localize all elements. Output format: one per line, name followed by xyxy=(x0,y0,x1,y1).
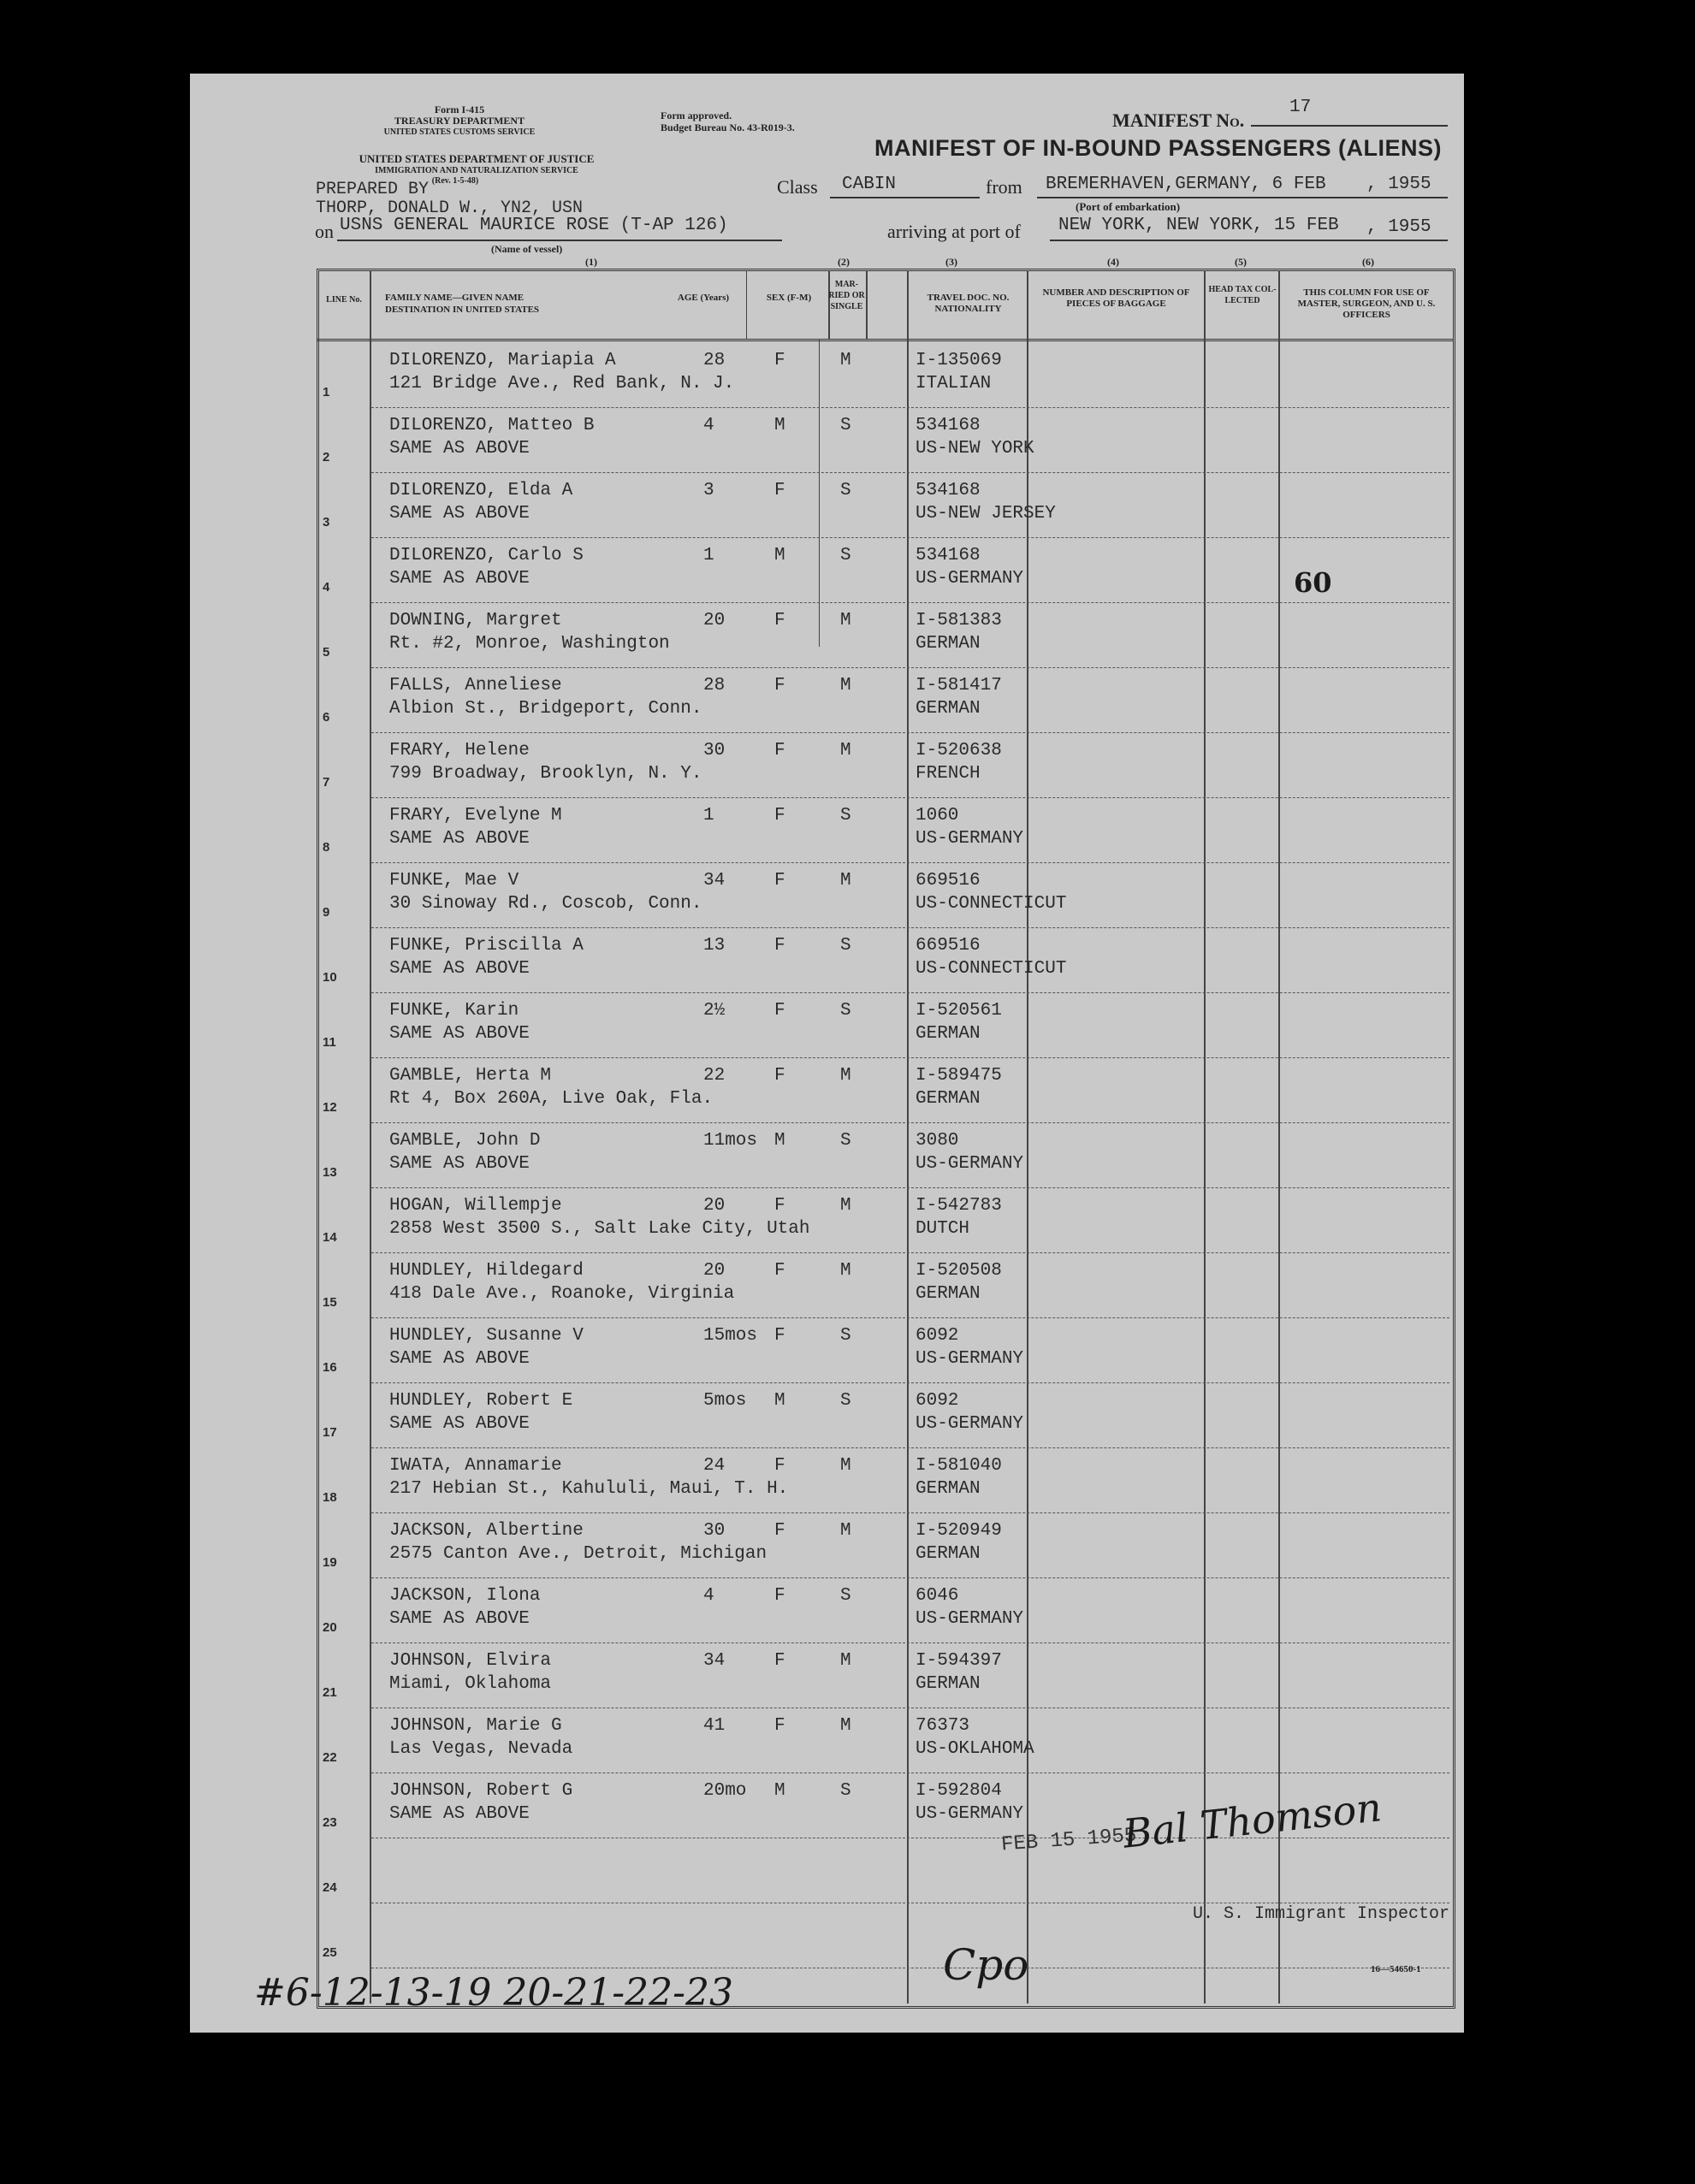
line-number: 18 xyxy=(323,1490,337,1505)
nationality: GERMAN xyxy=(916,1479,981,1499)
marital-status: S xyxy=(840,1326,851,1346)
table-row xyxy=(190,1189,1464,1254)
line-number: 23 xyxy=(323,1815,337,1830)
marital-status: M xyxy=(840,1261,851,1281)
passenger-name: GAMBLE, Herta M xyxy=(389,1066,552,1086)
marital-status: S xyxy=(840,936,851,956)
table-row xyxy=(190,1449,1464,1514)
passenger-name: FRARY, Helene xyxy=(389,741,530,761)
passenger-destination: 799 Broadway, Brooklyn, N. Y. xyxy=(389,764,702,784)
passenger-destination: SAME AS ABOVE xyxy=(389,959,530,979)
passenger-destination: SAME AS ABOVE xyxy=(389,504,530,524)
marital-status: M xyxy=(840,676,851,695)
nationality: US-GERMANY xyxy=(916,1154,1024,1174)
line-number: 9 xyxy=(323,905,330,920)
passenger-destination: 30 Sinoway Rd., Coscob, Conn. xyxy=(389,894,702,914)
nationality: US-GERMANY xyxy=(916,569,1024,589)
table-row xyxy=(190,1384,1464,1449)
passenger-destination: Rt. #2, Monroe, Washington xyxy=(389,634,670,654)
table-row xyxy=(190,1254,1464,1319)
budget-bureau: Budget Bureau No. 43-R019-3. xyxy=(661,121,795,133)
table-row xyxy=(190,1579,1464,1644)
passenger-age: 20mo xyxy=(703,1781,747,1801)
travel-doc-number: 6092 xyxy=(916,1391,959,1411)
from-label: from xyxy=(986,176,1022,198)
travel-doc-number: 669516 xyxy=(916,871,981,891)
passenger-age: 28 xyxy=(703,676,726,695)
travel-doc-number: 669516 xyxy=(916,936,981,956)
passenger-sex: M xyxy=(774,1131,785,1151)
col-line-no: LINE No. xyxy=(326,295,362,305)
marital-status: M xyxy=(840,1066,851,1086)
marital-status: S xyxy=(840,1131,851,1151)
nationality: GERMAN xyxy=(916,634,981,654)
marital-status: S xyxy=(840,1781,851,1801)
line-number: 8 xyxy=(323,840,330,855)
passenger-age: 20 xyxy=(703,1196,726,1216)
passenger-name: HUNDLEY, Hildegard xyxy=(389,1261,584,1281)
nationality: US-OKLAHOMA xyxy=(916,1739,1034,1759)
table-row xyxy=(190,864,1464,929)
nationality: US-CONNECTICUT xyxy=(916,894,1067,914)
arrival-port: NEW YORK, NEW YORK, 15 FEB xyxy=(1058,216,1339,235)
line-number: 14 xyxy=(323,1230,337,1245)
passenger-age: 28 xyxy=(703,351,726,370)
nationality: US-NEW JERSEY xyxy=(916,504,1056,524)
passenger-destination: SAME AS ABOVE xyxy=(389,569,530,589)
passenger-name: FUNKE, Karin xyxy=(389,1001,519,1021)
form-approved: Form approved. xyxy=(661,109,732,121)
passenger-name: FALLS, Anneliese xyxy=(389,676,562,695)
passenger-destination: Miami, Oklahoma xyxy=(389,1674,552,1694)
preparer-name: THORP, DONALD W., YN2, USN xyxy=(316,198,584,218)
from-year: , 1955 xyxy=(1366,175,1431,194)
line-number: 17 xyxy=(323,1425,337,1440)
nationality: GERMAN xyxy=(916,699,981,719)
travel-doc-number: 534168 xyxy=(916,481,981,500)
bottom-initials: Cpo xyxy=(943,1940,1029,1990)
nationality: GERMAN xyxy=(916,1544,981,1564)
table-row xyxy=(190,1319,1464,1384)
manifest-sheet xyxy=(190,74,1464,2033)
marital-status: M xyxy=(840,1456,851,1476)
passenger-sex: F xyxy=(774,741,785,761)
manifest-title: MANIFEST OF IN-BOUND PASSENGERS (ALIENS) xyxy=(874,135,1443,161)
passenger-name: HUNDLEY, Robert E xyxy=(389,1391,573,1411)
passenger-name: DILORENZO, Carlo S xyxy=(389,546,584,565)
passenger-age: 41 xyxy=(703,1716,726,1736)
passenger-destination: 121 Bridge Ave., Red Bank, N. J. xyxy=(389,374,735,394)
table-row xyxy=(190,474,1464,539)
passenger-destination: 217 Hebian St., Kahululi, Maui, T. H. xyxy=(389,1479,789,1499)
marital-status: M xyxy=(840,1521,851,1541)
travel-doc-number: I-520508 xyxy=(916,1261,1002,1281)
table-row xyxy=(190,539,1464,604)
customs-service: UNITED STATES CUSTOMS SERVICE xyxy=(383,127,536,137)
line-number: 19 xyxy=(323,1555,337,1570)
port-embarkation-caption: (Port of embarkation) xyxy=(1076,200,1181,213)
table-row xyxy=(190,1839,1464,1904)
table-row xyxy=(190,994,1464,1059)
line-number: 1 xyxy=(323,385,330,400)
nationality: US-GERMANY xyxy=(916,1414,1024,1434)
table-row xyxy=(190,1709,1464,1774)
table-row xyxy=(190,669,1464,734)
from-port: BREMERHAVEN,GERMANY, 6 FEB xyxy=(1046,175,1326,194)
justice-dept: UNITED STATES DEPARTMENT OF JUSTICE xyxy=(359,152,595,165)
passenger-name: JACKSON, Albertine xyxy=(389,1521,584,1541)
vessel-caption: (Name of vessel) xyxy=(491,243,563,255)
marital-status: S xyxy=(840,1001,851,1021)
marital-status: S xyxy=(840,806,851,826)
col-num-6: (6) xyxy=(1362,256,1374,268)
passenger-age: 3 xyxy=(703,481,714,500)
revision: (Rev. 1-5-48) xyxy=(431,176,479,186)
passenger-name: JOHNSON, Robert G xyxy=(389,1781,573,1801)
passenger-destination: 2575 Canton Ave., Detroit, Michigan xyxy=(389,1544,767,1564)
col-travel-doc: TRAVEL DOC. NO. NATIONALITY xyxy=(927,293,1010,314)
marital-status: S xyxy=(840,546,851,565)
col-num-3: (3) xyxy=(945,256,957,268)
travel-doc-number: I-581383 xyxy=(916,611,1002,630)
row4-mark: 60 xyxy=(1294,566,1332,599)
passenger-sex: F xyxy=(774,1651,785,1671)
marital-status: S xyxy=(840,416,851,435)
passenger-name: DOWNING, Margret xyxy=(389,611,562,630)
line-number: 15 xyxy=(323,1295,337,1310)
travel-doc-number: 6092 xyxy=(916,1326,959,1346)
arrival-year: , 1955 xyxy=(1366,217,1431,237)
passenger-age: 20 xyxy=(703,611,726,630)
passenger-age: 1 xyxy=(703,546,714,565)
passenger-age: 2½ xyxy=(703,1001,726,1021)
marital-status: M xyxy=(840,351,851,370)
travel-doc-number: 534168 xyxy=(916,546,981,565)
travel-doc-number: I-589475 xyxy=(916,1066,1002,1086)
manifest-label: MANIFEST No. xyxy=(1112,109,1245,131)
nationality: US-GERMANY xyxy=(916,1804,1024,1824)
col-num-2: (2) xyxy=(838,256,850,268)
line-number: 7 xyxy=(323,775,330,790)
table-row xyxy=(190,409,1464,474)
passenger-age: 5mos xyxy=(703,1391,747,1411)
passenger-sex: F xyxy=(774,936,785,956)
marital-status: M xyxy=(840,741,851,761)
passenger-age: 15mos xyxy=(703,1326,758,1346)
passenger-sex: F xyxy=(774,1521,785,1541)
passenger-destination: SAME AS ABOVE xyxy=(389,1024,530,1044)
col-sex: SEX (F-M) xyxy=(766,293,812,303)
passenger-sex: M xyxy=(774,546,785,565)
passenger-name: FRARY, Evelyne M xyxy=(389,806,562,826)
passenger-name: GAMBLE, John D xyxy=(389,1131,541,1151)
travel-doc-number: I-581417 xyxy=(916,676,1002,695)
vessel-name: USNS GENERAL MAURICE ROSE (T-AP 126) xyxy=(340,216,728,235)
passenger-destination: SAME AS ABOVE xyxy=(389,1609,530,1629)
travel-doc-number: I-581040 xyxy=(916,1456,1002,1476)
nationality: US-CONNECTICUT xyxy=(916,959,1067,979)
arriving-label: arriving at port of xyxy=(887,221,1021,242)
nationality: FRENCH xyxy=(916,764,981,784)
passenger-sex: F xyxy=(774,806,785,826)
date-stamp: FEB 15 1955 xyxy=(1000,1824,1138,1857)
marital-status: M xyxy=(840,1716,851,1736)
passenger-name: JACKSON, Ilona xyxy=(389,1586,541,1606)
passenger-sex: M xyxy=(774,1391,785,1411)
form-code: 16—54650-1 xyxy=(1371,1964,1421,1974)
nationality: US-GERMANY xyxy=(916,829,1024,849)
travel-doc-number: I-520949 xyxy=(916,1521,1002,1541)
passenger-age: 4 xyxy=(703,1586,714,1606)
table-row xyxy=(190,734,1464,799)
passenger-destination: SAME AS ABOVE xyxy=(389,1414,530,1434)
nationality: GERMAN xyxy=(916,1089,981,1109)
travel-doc-number: I-542783 xyxy=(916,1196,1002,1216)
inspector-label: U. S. Immigrant Inspector xyxy=(1193,1904,1450,1924)
nationality: US-GERMANY xyxy=(916,1349,1024,1369)
travel-doc-number: I-594397 xyxy=(916,1651,1002,1671)
line-number: 4 xyxy=(323,580,330,595)
passenger-sex: F xyxy=(774,1586,785,1606)
travel-doc-number: I-135069 xyxy=(916,351,1002,370)
line-number: 24 xyxy=(323,1880,337,1895)
travel-doc-number: 6046 xyxy=(916,1586,959,1606)
passenger-name: JOHNSON, Elvira xyxy=(389,1651,552,1671)
passenger-destination: SAME AS ABOVE xyxy=(389,1804,530,1824)
marital-status: M xyxy=(840,1651,851,1671)
line-number: 3 xyxy=(323,515,330,530)
marital-status: M xyxy=(840,1196,851,1216)
nationality: US-NEW YORK xyxy=(916,439,1034,459)
nationality: GERMAN xyxy=(916,1674,981,1694)
passenger-sex: M xyxy=(774,416,785,435)
passenger-destination: SAME AS ABOVE xyxy=(389,1349,530,1369)
passenger-destination: Las Vegas, Nevada xyxy=(389,1739,573,1759)
line-number: 6 xyxy=(323,710,330,725)
line-number: 12 xyxy=(323,1100,337,1115)
passenger-sex: F xyxy=(774,871,785,891)
travel-doc-number: 534168 xyxy=(916,416,981,435)
table-row xyxy=(190,1514,1464,1579)
table-row xyxy=(190,1644,1464,1709)
col-officers: THIS COLUMN FOR USE OF MASTER, SURGEON, AND U. S. OFFICERS xyxy=(1297,287,1436,320)
table-row xyxy=(190,929,1464,994)
passenger-name: JOHNSON, Marie G xyxy=(389,1716,562,1736)
passenger-destination: SAME AS ABOVE xyxy=(389,1154,530,1174)
passenger-sex: F xyxy=(774,481,785,500)
passenger-age: 34 xyxy=(703,871,726,891)
marital-status: S xyxy=(840,1586,851,1606)
passenger-sex: F xyxy=(774,611,785,630)
passenger-age: 30 xyxy=(703,741,726,761)
col-destination: DESTINATION IN UNITED STATES xyxy=(385,305,540,315)
passenger-sex: F xyxy=(774,1196,785,1216)
passenger-sex: M xyxy=(774,1781,785,1801)
on-label: on xyxy=(315,221,334,242)
line-number: 21 xyxy=(323,1685,337,1700)
passenger-name: IWATA, Annamarie xyxy=(389,1456,562,1476)
nationality: GERMAN xyxy=(916,1284,981,1304)
line-number: 2 xyxy=(323,450,330,465)
marital-status: M xyxy=(840,611,851,630)
travel-doc-number: 1060 xyxy=(916,806,959,826)
line-number: 22 xyxy=(323,1750,337,1765)
passenger-age: 22 xyxy=(703,1066,726,1086)
passenger-age: 34 xyxy=(703,1651,726,1671)
passenger-age: 30 xyxy=(703,1521,726,1541)
travel-doc-number: 3080 xyxy=(916,1131,959,1151)
inspector-signature: Bal Thomson xyxy=(1121,1784,1384,1857)
class-label: Class xyxy=(777,176,818,198)
nationality: ITALIAN xyxy=(916,374,992,394)
passenger-age: 24 xyxy=(703,1456,726,1476)
line-number: 20 xyxy=(323,1620,337,1635)
passenger-sex: F xyxy=(774,1326,785,1346)
line-number: 10 xyxy=(323,970,337,985)
passenger-sex: F xyxy=(774,1716,785,1736)
passenger-sex: F xyxy=(774,1066,785,1086)
col-num-1: (1) xyxy=(585,256,597,268)
passenger-name: FUNKE, Mae V xyxy=(389,871,519,891)
passenger-destination: Rt 4, Box 260A, Live Oak, Fla. xyxy=(389,1089,714,1109)
passenger-sex: F xyxy=(774,1261,785,1281)
col-num-5: (5) xyxy=(1235,256,1247,268)
passenger-age: 13 xyxy=(703,936,726,956)
passenger-destination: SAME AS ABOVE xyxy=(389,829,530,849)
table-row xyxy=(190,604,1464,669)
passenger-age: 20 xyxy=(703,1261,726,1281)
passenger-name: DILORENZO, Matteo B xyxy=(389,416,595,435)
passenger-sex: F xyxy=(774,351,785,370)
passenger-sex: F xyxy=(774,1456,785,1476)
passenger-age: 1 xyxy=(703,806,714,826)
col-married: MAR- RIED OR SINGLE xyxy=(828,280,865,311)
passenger-destination: 418 Dale Ave., Roanoke, Virginia xyxy=(389,1284,735,1304)
table-row xyxy=(190,344,1464,409)
treasury-dept: TREASURY DEPARTMENT xyxy=(394,115,525,127)
line-number: 5 xyxy=(323,645,330,660)
table-row xyxy=(190,1124,1464,1189)
passenger-sex: F xyxy=(774,676,785,695)
marital-status: S xyxy=(840,1391,851,1411)
passenger-destination: Albion St., Bridgeport, Conn. xyxy=(389,699,702,719)
col-num-4: (4) xyxy=(1107,256,1119,268)
travel-doc-number: I-520561 xyxy=(916,1001,1002,1021)
line-number: 25 xyxy=(323,1945,337,1960)
col-head-tax: HEAD TAX COL- LECTED xyxy=(1208,285,1277,305)
passenger-name: HUNDLEY, Susanne V xyxy=(389,1326,584,1346)
passenger-destination: 2858 West 3500 S., Salt Lake City, Utah xyxy=(389,1219,810,1239)
passenger-name: DILORENZO, Mariapia A xyxy=(389,351,616,370)
line-number: 13 xyxy=(323,1165,337,1180)
nationality: DUTCH xyxy=(916,1219,970,1239)
table-row xyxy=(190,799,1464,864)
passenger-name: HOGAN, Willempje xyxy=(389,1196,562,1216)
passenger-age: 4 xyxy=(703,416,714,435)
travel-doc-number: 76373 xyxy=(916,1716,970,1736)
line-number: 11 xyxy=(323,1035,336,1050)
prepared-by-label: PREPARED BY xyxy=(316,180,430,199)
nationality: US-GERMANY xyxy=(916,1609,1024,1629)
marital-status: S xyxy=(840,481,851,500)
manifest-number: 17 xyxy=(1289,98,1312,117)
table-row xyxy=(190,1059,1464,1124)
ins-label: IMMIGRATION AND NATURALIZATION SERVICE xyxy=(375,166,578,175)
col-name: FAMILY NAME—GIVEN NAME xyxy=(385,293,525,303)
bottom-handwritten-note: #6-12-13-19 20-21-22-23 xyxy=(254,1971,733,2015)
line-number: 16 xyxy=(323,1360,337,1375)
travel-doc-number: I-592804 xyxy=(916,1781,1002,1801)
passenger-age: 11mos xyxy=(703,1131,758,1151)
passenger-sex: F xyxy=(774,1001,785,1021)
col-baggage: NUMBER AND DESCRIPTION OF PIECES OF BAGGAGE xyxy=(1042,287,1190,309)
class-value: CABIN xyxy=(842,175,897,194)
passenger-destination: SAME AS ABOVE xyxy=(389,439,530,459)
passenger-name: DILORENZO, Elda A xyxy=(389,481,573,500)
travel-doc-number: I-520638 xyxy=(916,741,1002,761)
nationality: GERMAN xyxy=(916,1024,981,1044)
marital-status: M xyxy=(840,871,851,891)
form-number: Form I-415 xyxy=(434,104,485,115)
col-age: AGE (Years) xyxy=(677,293,730,303)
passenger-name: FUNKE, Priscilla A xyxy=(389,936,584,956)
